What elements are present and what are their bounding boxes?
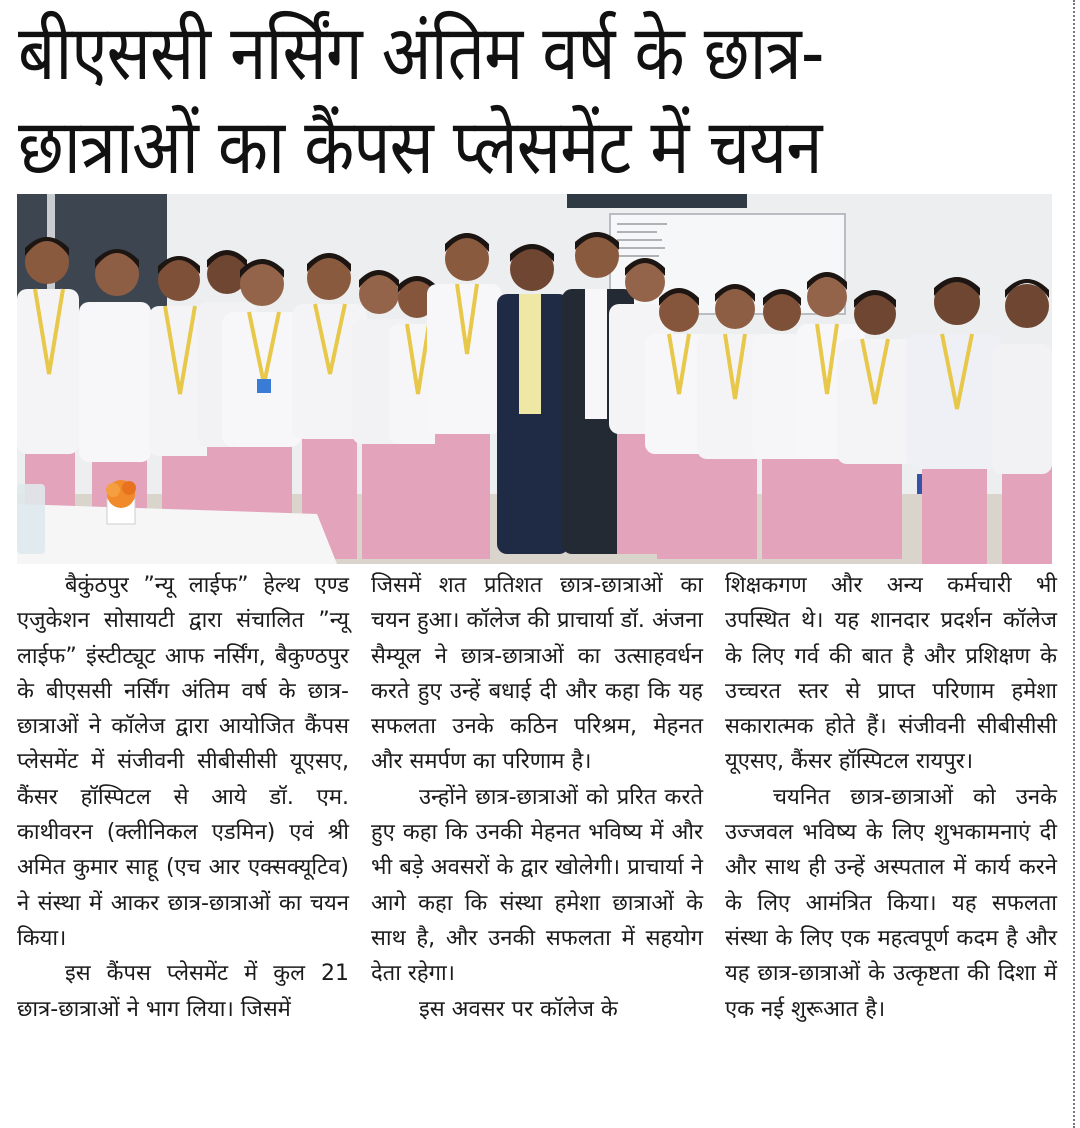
- group-photo: [17, 194, 1052, 564]
- headline-line-2: छात्राओं का कैंपस प्लेसमेंट में चयन: [18, 102, 822, 191]
- paragraph: बैकुंठपुर ”न्यू लाईफ” हेल्थ एण्ड एजुकेशन सोसायटी द्वारा संचालित ”न्यू लाईफ” इंस्टीट्यूट आफ नर्सिंग, बैकुण्ठपुर के बीएससी नर्सिंग अंतिम वर्ष के छात्र-छात्राओं ने कॉलेज द्वारा आयोजित कैंपस प्लेसमेंट में संजीवनी सीबीसीसी यूएसए, कैंसर हॉस्पिटल से आये डॉ. एम. काथीवरन (क्लीनिकल एडमिन) एवं श्री अमित कुमार साहू (एच आर एक्सक्यूटिव) ने संस्था में आकर छात्र-छात्राओं का चयन किया।: [17, 573, 349, 951]
- article-column-1: [17, 568, 349, 1128]
- paragraph: उन्होंने छात्र-छात्राओं को प्ररित करते हुए कहा कि उनकी मेहनत भविष्य में और भी बड़े अवसरों के द्वार खोलेगी। प्राचार्या ने आगे कहा कि संस्था हमेशा छात्राओं के साथ है, और उनकी सफलता में सहयोग देता रहेगा।: [371, 784, 703, 987]
- headline: [18, 6, 1059, 194]
- paragraph: जिसमें शत प्रतिशत छात्र-छात्राओं का चयन हुआ। कॉलेज की प्राचार्या डॉ. अंजना सैम्यूल ने छात्र-छात्राओं का उत्साहवर्धन करते हुए उन्हें बधाई दी और कहा कि यह सफलता उनके कठिन परिश्रम, मेहनत और समर्पण का परिणाम है।: [371, 573, 703, 775]
- group-photo-illustration: [17, 194, 1052, 564]
- paragraph: शिक्षकगण और अन्य कर्मचारी भी उपस्थित थे। यह शानदार प्रदर्शन कॉलेज के लिए गर्व की बात है और प्रशिक्षण के उच्चरत स्तर से प्राप्त परिणाम हमेशा सकारात्मक होते हैं। संजीवनी सीबीसीसी यूएसए, कैंसर हॉस्पिटल रायपुर।: [725, 573, 1057, 775]
- article-column-2: [371, 568, 703, 1128]
- paragraph: चयनित छात्र-छात्राओं को उनके उज्जवल भविष्य के लिए शुभकामनाएं दी और साथ ही उन्हें अस्पताल में कार्य करने के लिए आमंत्रित किया। यह सफलता संस्था के लिए एक महत्वपूर्ण कदम है और यह छात्र-छात्राओं के उत्कृष्टता की दिशा में एक नई शुरूआत है।: [725, 784, 1057, 1022]
- article-column-3: [725, 568, 1057, 1128]
- page-dotted-border: [1073, 0, 1075, 1128]
- paragraph: इस अवसर पर कॉलेज के: [419, 996, 618, 1022]
- article-body: [17, 568, 1057, 1128]
- headline-line-1: बीएससी नर्सिंग अंतिम वर्ष के छात्र-: [18, 8, 824, 97]
- paragraph: इस कैंपस प्लेसमेंट में कुल 21 छात्र-छात्राओं ने भाग लिया। जिसमें: [17, 961, 349, 1022]
